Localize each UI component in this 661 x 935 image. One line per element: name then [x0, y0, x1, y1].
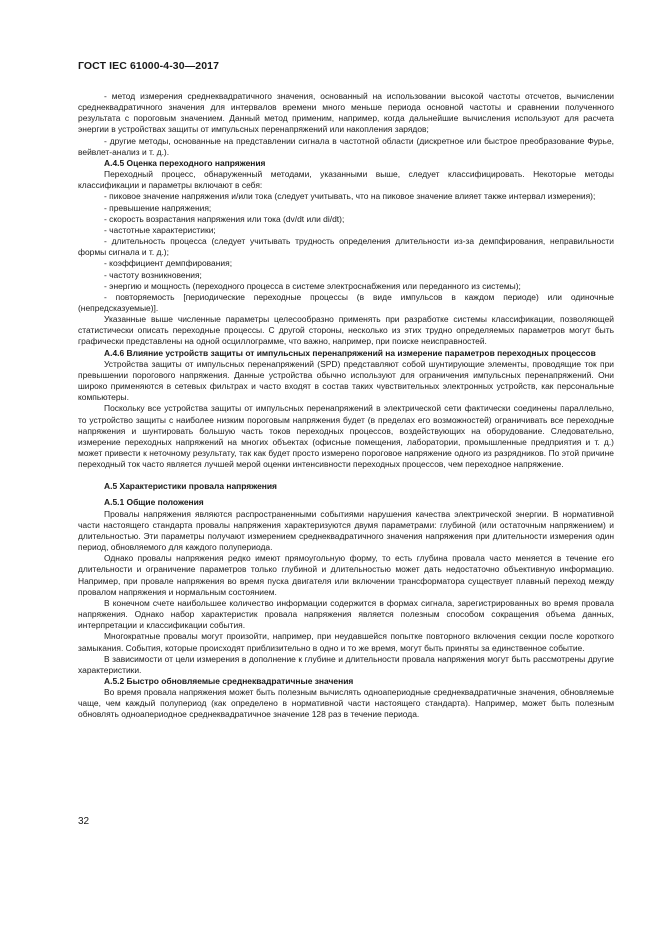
document-page	[78, 60, 614, 721]
paragraph: Во время провала напряжения может быть полезным вычислять одноапериодные среднеквадратичные значения, обновляемые чаще, чем каждый полупериод (как определено в нормативной части настоящего стандарта). Например, может быть полезным обновлять одноапериодное среднеквадратичное значение 128 раз в течение периода.	[78, 687, 614, 720]
list-item: - коэффициент демпфирования;	[104, 258, 233, 269]
section-heading-a46: А.4.6 Влияние устройств защиты от импульсных перенапряжений на измерение параметров переходных процессов	[104, 347, 596, 358]
list-item: - превышение напряжения;	[104, 202, 212, 213]
paragraph: Указанные выше численные параметры целесообразно применять при разработке системы классификации, позволяющей статистически описать переходные процессы. С другой стороны, несколько из этих трудно определяемых параметров могут быть графически представлены на одной осциллограмме, что важно, например, при поиске неисправностей.	[78, 314, 614, 347]
document-body	[78, 91, 614, 721]
page-number: 32	[78, 816, 90, 827]
paragraph: В конечном счете наибольшее количество информации содержится в формах сигнала, зарегистрированных во время провала напряжения. Однако набор характеристик провала напряжения является полезным способом сокращения объема данных, интерпретации и классификации события.	[78, 597, 614, 631]
list-item: - частотные характеристики;	[104, 224, 216, 235]
paragraph: Устройства защиты от импульсных перенапряжений (SPD) представляют собой шунтирующие элементы, проводящие ток при превышении порогового напряжения. Данные устройства обычно используют для ограничения импульсных перенапряжений. Они широко применяются в сетевых фильтрах и часто входят в состав таких чувствительных электронных устройств, как персональные компьютеры.	[78, 358, 614, 403]
list-item: - пиковое значение напряжения и/или тока (следует учитывать, что на пиковое значение влияет также интервал измерения);	[104, 191, 596, 202]
paragraph: Поскольку все устройства защиты от импульсных перенапряжений в электрической сети фактически соединены параллельно, то устройство защиты с наиболее низким пороговым напряжения будет (в пределах его возможностей) ограничивать все переходные напряжения и шунтировать большую часть токов переходных процессов, воздействующих на оборудование. Следовательно, измерение переходных напряжений на многих объектах (офисные помещения, лаборатории, промышленные предприятия и т. д.) может привести к неточному результату, так как будет просто измерено пороговое напряжение одного из разрядников. По этой причине переходный ток часто является лучшей мерой оценки интенсивности переходных процессов, чем переходное напряжение.	[78, 403, 614, 470]
paragraph: - другие методы, основанные на представлении сигнала в частотной области (дискретное или быстрое преобразование Фурье, вейвлет-анализ и т. д.).	[78, 135, 614, 157]
list-item: - скорость возрастания напряжения или тока (dv/dt или di/dt);	[104, 213, 345, 224]
list-item: - длительность процесса (следует учитывать трудность определения длительности из-за демпфирования, неправильности формы сигнала и т. д.);	[78, 236, 614, 258]
list-item: - частоту возникновения;	[104, 269, 202, 280]
paragraph: - метод измерения среднеквадратичного значения, основанный на использовании высокой частоты отсчетов, вычислении среднеквадратичного значения для интервалов времени много меньше периода основной частоты и сравнении полученного результата с пороговым значением. Данный метод применим, например, когда дальнейшие вычисления используют для расчета энергии в устройствах защиты от импульсных перенапряжений или накопления зарядов;	[78, 91, 614, 135]
section-heading-a52: А.5.2 Быстро обновляемые среднеквадратичные значения	[104, 675, 354, 686]
section-heading-a45: А.4.5 Оценка переходного напряжения	[104, 157, 266, 168]
list-item: - повторяемость [периодические переходные процессы (в виде импульсов в каждом периоде) или одиночные (непредсказуемые)].	[78, 291, 614, 313]
paragraph: Провалы напряжения являются распространенными событиями нарушения качества электрической энергии. В нормативной части настоящего стандарта провалы напряжения характеризуются двумя параметрами: глубиной (или остаточным напряжением) и длительностью. Эти параметры получают измерением среднеквадратичного значения напряжения при длительности измерения один период, обновляемого для каждого полупериода.	[78, 508, 614, 553]
paragraph: Переходный процесс, обнаруженный методами, указанными выше, следует классифицировать. Некоторые методы классификации и параметры включают в себя:	[78, 169, 614, 191]
section-heading-a51: А.5.1 Общие положения	[104, 497, 204, 508]
document-header: ГОСТ IEC 61000-4-30—2017	[78, 60, 220, 72]
list-item: - энергию и мощность (переходного процесса в системе электроснабжения или переданного из системы);	[104, 280, 521, 291]
paragraph: В зависимости от цели измерения в дополнение к глубине и длительности провала напряжения могут быть рассмотрены другие характеристики.	[78, 653, 614, 675]
paragraph: Многократные провалы могут произойти, например, при неудавшейся попытке повторного включения секции после короткого замыкания. События, которые происходят приблизительно в одно и то же время, могут быть приняты за единственное событие.	[78, 631, 614, 653]
paragraph: Однако провалы напряжения редко имеют прямоугольную форму, то есть глубина провала часто меняется в течение его длительности и ограничение параметров только глубиной и длительностью может дать недостаточно объективную информацию. Например, при провале напряжения во время пуска двигателя или включении трансформатора существует плавный переход между провалом напряжения и нормальным состоянием.	[78, 553, 614, 597]
section-heading-a5: А.5 Характеристики провала напряжения	[104, 481, 277, 492]
